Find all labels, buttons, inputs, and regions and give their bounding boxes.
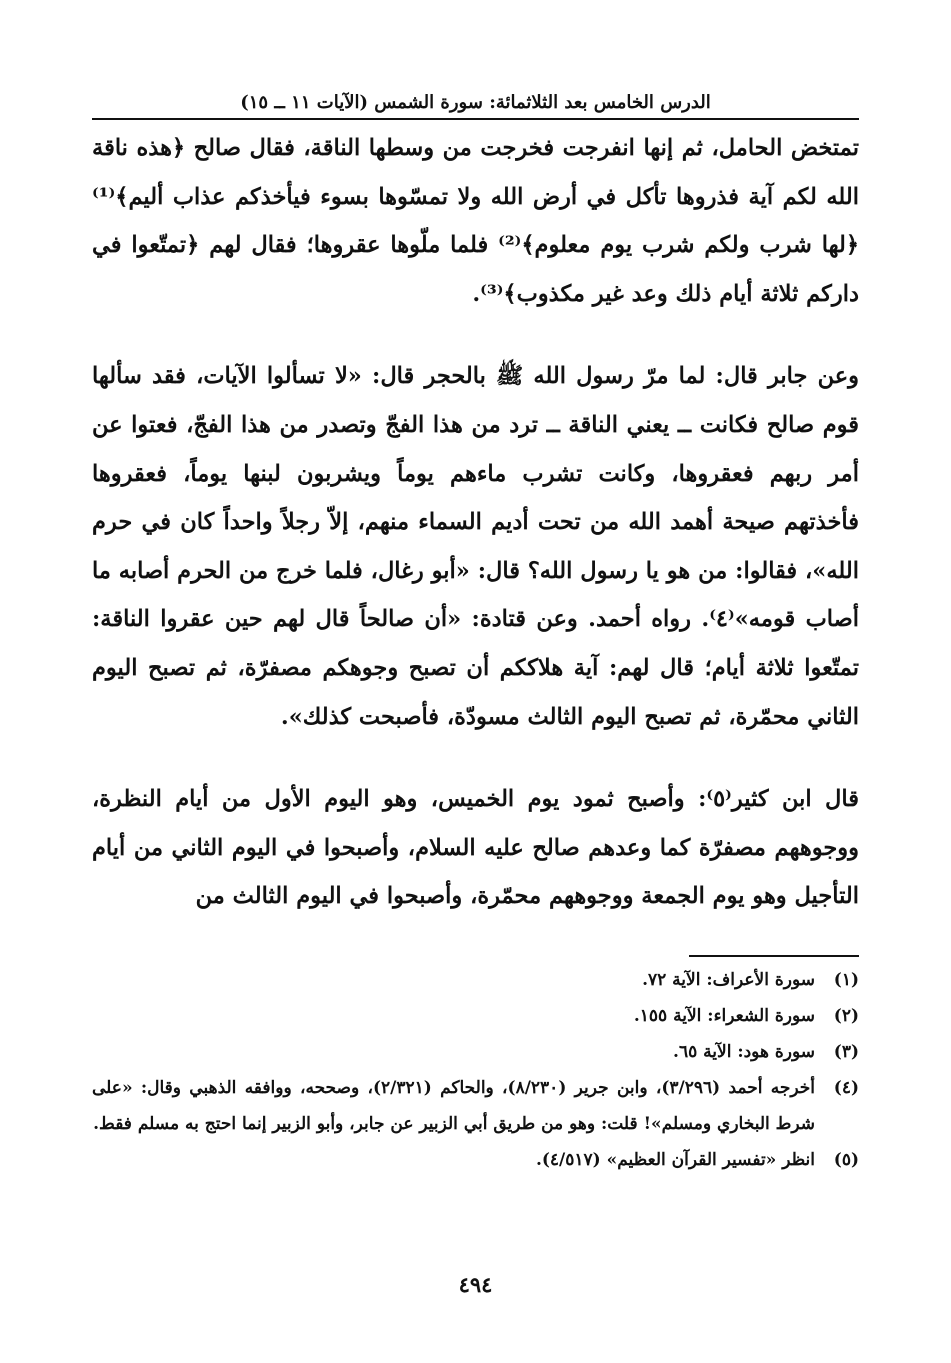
- paragraph-1: تمتخض الحامل، ثم إنها انفرجت فخرجت من وسطها الناقة، فقال صالح ﴿هذه ناقة الله لكم آية فذروها تأكل في أرض الله ولا تمسّوها بسوء فيأخذكم عذاب أليم﴾⁽¹⁾ ﴿لها شرب ولكم شرب يوم معلوم﴾⁽²⁾ فلما ملّوها عقروها؛ فقال لهم ﴿تمتّعوا في داركم ثلاثة أيام ذلك وعد غير مكذوب﴾⁽³⁾.: [92, 135, 860, 307]
- paragraph-2: وعن جابر قال: لما مرّ رسول الله ﷺ بالحجر قال: «لا تسألوا الآيات، فقد سألها قوم صالح فكانت ــ يعني الناقة ــ ترد من هذا الفجّ وتصدر من هذا الفجّ، فعتوا عن أمر ربهم فعقروها، وكانت تشرب ماءهم يوماً ويشربون لبنها يوماً، فعقروها فأخذتهم صيحة أهمد الله من تحت أديم السماء منهم، إلاّ رجلاً واحداً كان في حرم الله»، فقالوا: من هو يا رسول الله؟ قال: «أبو رغال، فلما خرج من الحرم أصابه ما أصاب قومه»⁽٤⁾. رواه أحمد. وعن قتادة: «أن صالحاً قال لهم حين عقروا الناقة: تمتّعوا ثلاثة أيام؛ قال لهم: آية هلاككم أن تصبح وجوهكم مصفرّة، ثم تصبح اليوم الثاني محمّرة، ثم تصبح اليوم الثالث مسودّة، فأصبحت كذلك».: [92, 363, 859, 730]
- footnote-text: سورة الشعراء: الآية ١٥٥.: [633, 1006, 815, 1026]
- running-header: الدرس الخامس بعد الثلاثمائة: سورة الشمس (الآيات ١١ ــ ١٥): [240, 92, 711, 113]
- footnote-4: [92, 1070, 859, 1142]
- footnote-text: انظر «تفسير القرآن العظيم» (٤/٥١٧).: [535, 1150, 815, 1170]
- header-rule: [92, 118, 859, 120]
- paragraph-3-text: وأصبح ثمود يوم الخميس، وهو اليوم الأول من أيام النظرة، ووجوههم مصفرّة كما وعدهم صالح عليه السلام، وأصبحوا في اليوم الثاني من أيام التأجيل وهو يوم الجمعة ووجوههم محمّرة، وأصبحوا في اليوم الثالث من: [92, 786, 859, 910]
- footnote-text: سورة هود: الآية ٦٥.: [673, 1042, 815, 1062]
- paragraph-3-lead: قال ابن كثير⁽٥⁾:: [698, 786, 859, 813]
- footnote-number: (٤): [833, 1078, 859, 1098]
- footnote-3: [92, 1034, 859, 1070]
- page-number: ٤٩٤: [458, 1272, 493, 1297]
- footnote-rule: [689, 955, 859, 957]
- footnote-number: (٢): [833, 1006, 859, 1026]
- footnote-1: [92, 962, 859, 998]
- footnote-number: (١): [833, 970, 859, 990]
- footnote-number: (٥): [833, 1150, 859, 1170]
- footnote-text: أخرجه أحمد (٣/٢٩٦)، وابن جرير (٨/٢٣٠)، والحاكم (٢/٣٢١)، وصححه، ووافقه الذهبي وقال: «على شرط البخاري ومسلم»! قلت: وهو من طريق أبي الزبير عن جابر، وأبو الزبير إنما احتج به مسلم فقط.: [92, 1078, 815, 1134]
- footnote-2: [92, 998, 859, 1034]
- main-text: [92, 124, 859, 921]
- footnote-number: (٣): [833, 1042, 859, 1062]
- footnote-5: [92, 1142, 859, 1178]
- footnote-text: سورة الأعراف: الآية ٧٢.: [642, 970, 815, 990]
- paragraph-3: [92, 775, 859, 921]
- footnotes: [92, 962, 859, 1178]
